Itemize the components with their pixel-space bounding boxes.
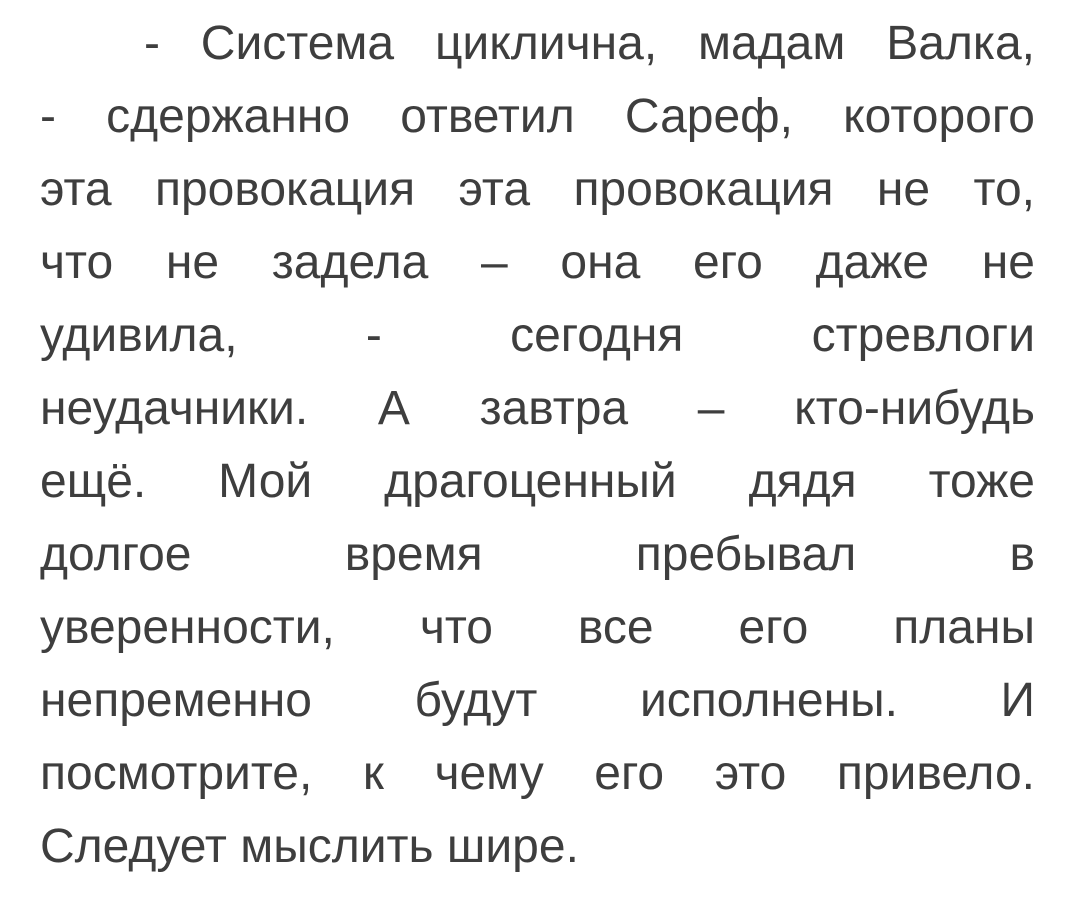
text-line: удивила, - сегодня стревлоги [40,309,1035,362]
text-line: Следует мыслить шире. [40,820,579,873]
text-line: - Система циклична, мадам Валка, [144,17,1035,70]
text-line: - сдержанно ответил Сареф, которого [40,90,1035,143]
text-line: ещё. Мой драгоценный дядя тоже [40,455,1035,508]
text-line: посмотрите, к чему его это привело. [40,747,1035,800]
text-line: непременно будут исполнены. И [40,674,1035,727]
text-line: уверенности, что все его планы [40,601,1035,654]
text-line: неудачники. А завтра – кто-нибудь [40,382,1035,435]
text-line: что не задела – она его даже не [40,236,1035,289]
text-line: долгое время пребывал в [40,528,1035,581]
text-line: эта провокация эта провокация не то, [40,163,1035,216]
